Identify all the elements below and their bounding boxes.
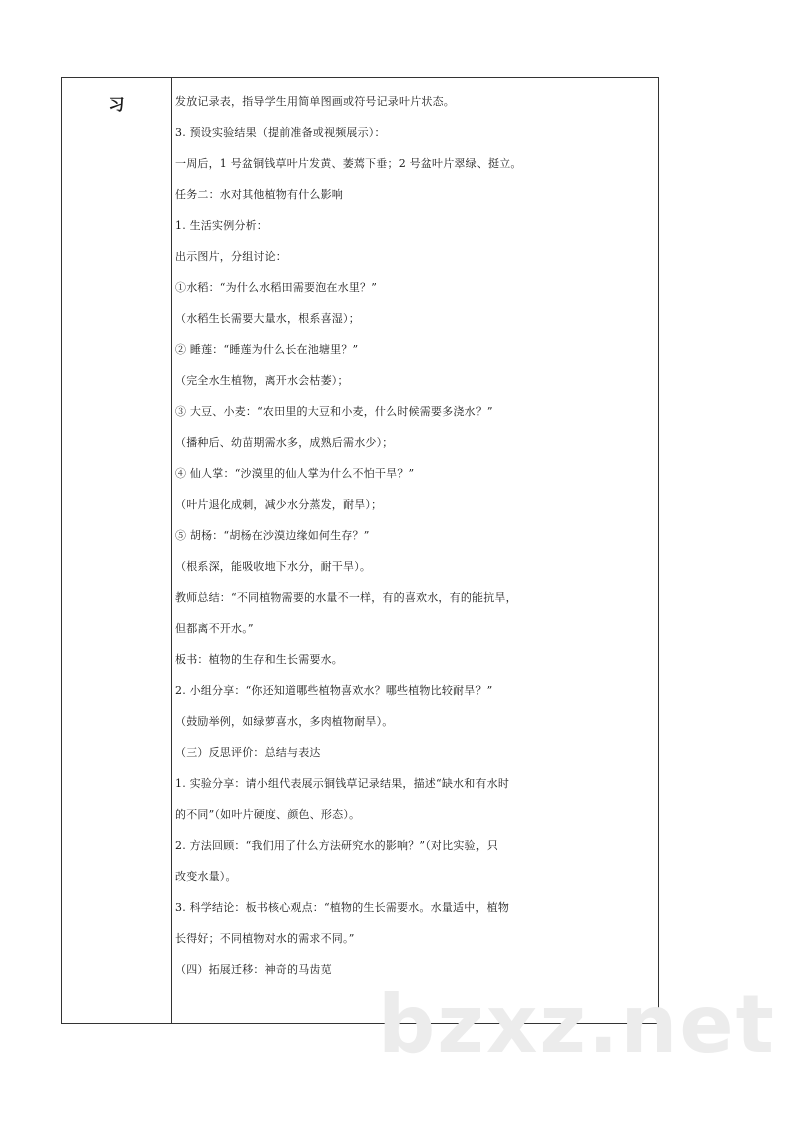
text-line: 出示图片，分组讨论： bbox=[175, 250, 287, 263]
text-line: ② 睡莲：“睡莲为什么长在池塘里？” bbox=[175, 343, 359, 356]
text-line: （播种后、幼苗期需水多，成熟后需水少）； bbox=[175, 436, 394, 449]
text-line: （叶片退化成刺，减少水分蒸发，耐旱）； bbox=[175, 498, 383, 511]
text-line: （三）反思评价：总结与表达 bbox=[175, 746, 321, 759]
text-line: 1. 生活实例分析： bbox=[175, 219, 268, 232]
text-line: ③ 大豆、小麦：“农田里的大豆和小麦，什么时候需要多浇水？” bbox=[175, 405, 493, 418]
text-line: 的不同”（如叶片硬度、颜色、形态）。 bbox=[175, 808, 361, 821]
text-line: 改变水量）。 bbox=[175, 870, 237, 883]
text-line: 长得好；不同植物对水的需求不同。” bbox=[175, 932, 355, 945]
text-line: 2. 小组分享：“你还知道哪些植物喜欢水？哪些植物比较耐旱？” bbox=[175, 684, 493, 697]
lesson-table bbox=[61, 77, 659, 1024]
text-line: （四）拓展迁移：神奇的马齿苋 bbox=[175, 963, 332, 976]
text-line: 3. 科学结论：板书核心观点：“植物的生长需要水。水量适中，植物 bbox=[175, 901, 510, 914]
text-line: （根系深，能吸收地下水分，耐干旱）。 bbox=[175, 560, 372, 573]
text-line: ⑤ 胡杨：“胡杨在沙漠边缘如何生存？” bbox=[175, 529, 370, 542]
text-line: 板书：植物的生存和生长需要水。 bbox=[175, 653, 343, 666]
text-line: 但都离不开水。” bbox=[175, 622, 254, 635]
text-line: 1. 实验分享：请小组代表展示铜钱草记录结果，描述“缺水和有水时 bbox=[175, 777, 510, 790]
text-line: （完全水生植物，离开水会枯萎）； bbox=[175, 374, 349, 387]
text-line: ④ 仙人掌：“沙漠里的仙人掌为什么不怕干旱？” bbox=[175, 467, 415, 480]
text-line: 教师总结：“不同植物需要的水量不一样，有的喜欢水，有的能抗旱， bbox=[175, 591, 517, 604]
text-line: 一周后，1 号盆铜钱草叶片发黄、萎蔫下垂；2 号盆叶片翠绿、挺立。 bbox=[175, 157, 522, 170]
text-line: 发放记录表，指导学生用简单图画或符号记录叶片状态。 bbox=[175, 95, 455, 108]
text-line: 3. 预设实验结果（提前准备或视频展示）： bbox=[175, 126, 386, 139]
watermark-logo: bzxz.net bbox=[378, 978, 776, 1071]
text-line: ①水稻：“为什么水稻田需要泡在水里？” bbox=[175, 281, 378, 294]
lesson-content bbox=[175, 86, 660, 985]
text-line: 2. 方法回顾：“我们用了什么方法研究水的影响？”（对比实验，只 bbox=[175, 839, 499, 852]
text-line: （水稻生长需要大量水，根系喜湿）； bbox=[175, 312, 360, 325]
section-label: 习 bbox=[108, 95, 125, 114]
text-line: （鼓励举例，如绿萝喜水，多肉植物耐旱）。 bbox=[175, 715, 394, 728]
column-divider bbox=[171, 78, 172, 1023]
text-line: 任务二：水对其他植物有什么影响 bbox=[175, 188, 343, 201]
